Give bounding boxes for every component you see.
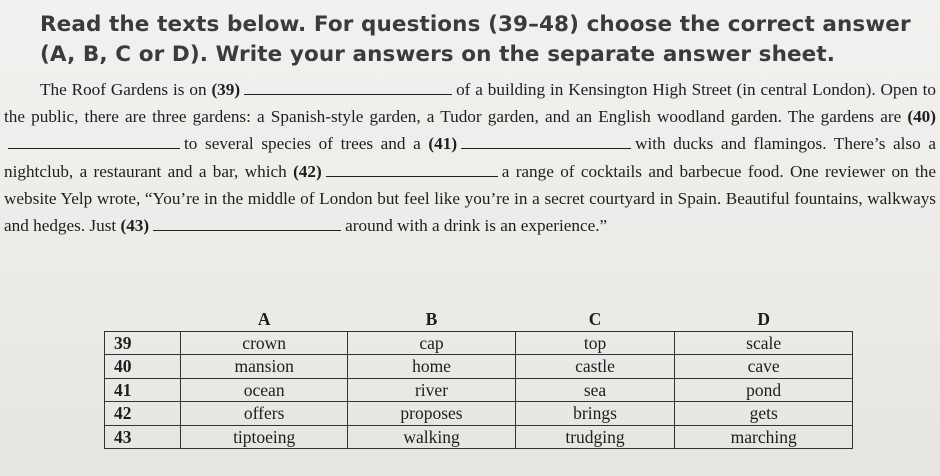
- header-option-a: A: [257, 309, 271, 330]
- table-row: [105, 355, 853, 379]
- header-option-d: D: [757, 309, 770, 330]
- option-b-cell: proposes: [348, 402, 515, 426]
- task-instructions: Read the texts below. For questions (39–48) choose the correct answer (A, B, C or D). Write your answers on the separate answer sheet.: [40, 12, 911, 67]
- option-b-cell: river: [348, 378, 515, 402]
- passage-text: around with a drink is an experience.”: [345, 216, 608, 236]
- table-row: [105, 402, 853, 426]
- option-a-cell: ocean: [181, 378, 348, 402]
- answer-blank-40: [8, 133, 180, 149]
- option-d-cell: gets: [675, 402, 853, 426]
- option-d-cell: pond: [675, 378, 853, 402]
- option-d-cell: marching: [675, 425, 853, 449]
- row-question-number: 39: [105, 331, 181, 355]
- row-question-number: 41: [105, 378, 181, 402]
- option-d-cell: cave: [675, 355, 853, 379]
- answer-blank-43: [153, 215, 341, 231]
- table-row: [105, 425, 853, 449]
- option-c-cell: brings: [515, 402, 675, 426]
- question-number-40: (40): [907, 107, 936, 127]
- option-c-cell: top: [515, 331, 675, 355]
- row-question-number: 42: [105, 402, 181, 426]
- passage-text: of a building in Kensington High Street (in central London). Open to the public, there are three gardens: a Spanish-style garden, a Tudor garden, and an English woodland garden. The gardens are: [4, 80, 937, 127]
- question-number-43: (43): [120, 216, 150, 236]
- answer-blank-39: [244, 79, 452, 95]
- answer-blank-41: [461, 133, 631, 149]
- question-number-42: (42): [293, 161, 322, 181]
- answer-blank-42: [326, 161, 498, 177]
- header-option-b: B: [425, 309, 438, 330]
- option-c-cell: trudging: [515, 425, 675, 449]
- option-a-cell: crown: [181, 331, 348, 355]
- option-c-cell: castle: [515, 355, 675, 379]
- passage-text: to several species of trees and a: [184, 134, 421, 154]
- option-c-cell: sea: [515, 378, 675, 402]
- row-question-number: 40: [105, 355, 181, 379]
- passage-text: with ducks and flamingos. There’s also a nightclub, a restaurant and a bar, which: [4, 134, 936, 181]
- reading-passage: [4, 76, 936, 239]
- option-a-cell: tiptoeing: [181, 425, 348, 449]
- question-number-41: (41): [428, 134, 458, 154]
- option-b-cell: walking: [348, 425, 515, 449]
- table-row: [105, 331, 853, 355]
- header-option-c: C: [588, 309, 602, 330]
- passage-text: The Roof Gardens is on: [40, 80, 207, 99]
- answer-options-table: [104, 308, 853, 449]
- option-b-cell: cap: [348, 331, 515, 355]
- passage-text: a range of cocktails and barbecue food. One reviewer on the website Yelp wrote, “You’re in the middle of London but feel like you’re in a secret courtyard in Spain. Beautiful fountains, walkways and hedges. Just: [4, 161, 936, 236]
- option-a-cell: offers: [181, 402, 348, 426]
- question-number-39: (39): [211, 80, 241, 99]
- row-question-number: 43: [105, 425, 181, 449]
- options-header-row: [105, 308, 853, 331]
- option-d-cell: scale: [675, 331, 853, 355]
- option-a-cell: mansion: [181, 355, 348, 379]
- option-b-cell: home: [348, 355, 515, 379]
- table-row: [105, 378, 853, 402]
- header-blank-cell: [105, 308, 181, 331]
